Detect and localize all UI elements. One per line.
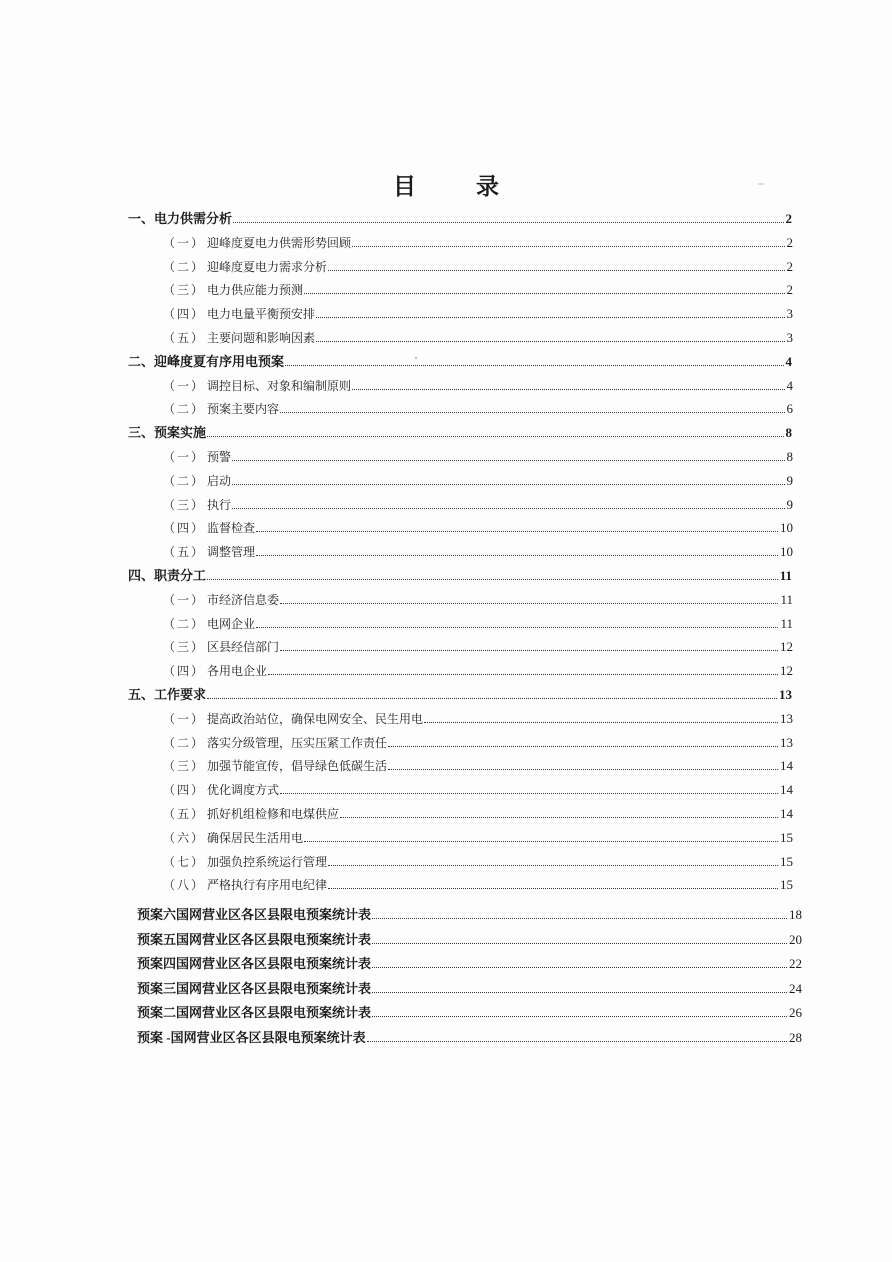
toc-page-number: 6 [786,401,793,417]
toc-dot-leader [328,865,778,866]
toc-entry-number: （一） [163,378,206,393]
toc-entry-label: 三、预案实施 [128,426,207,442]
toc-entry-number: （八） [163,878,206,893]
toc-entry-label [163,876,327,893]
toc-entry-number: （二） [163,735,206,750]
toc-dot-leader [280,650,778,651]
toc-entry-label [163,496,231,513]
toc-dot-leader [328,270,784,271]
toc-section[interactable] [128,683,792,703]
toc-dot-leader [268,674,778,675]
toc-dot-leader [328,888,778,889]
toc-entry-label [163,448,231,465]
toc-entry-label [163,305,315,322]
toc-dot-leader [424,722,778,723]
toc-page-number: 10 [780,520,793,536]
toc-entry-number: （一） [163,235,206,250]
scan-speck [758,183,764,185]
toc-entry-number: （四） [163,664,206,679]
toc-appendix[interactable] [137,1026,802,1046]
toc-subsection[interactable] [163,326,793,346]
scan-speck [415,357,417,359]
toc-entry-number: （二） [163,473,206,488]
toc-subsection[interactable] [163,302,793,322]
toc-dot-leader [285,365,783,366]
toc-entry-label: 预案五国网营业区各区县限电预案统计表 [137,931,372,947]
toc-dot-leader [232,484,784,485]
toc-subsection[interactable] [163,659,793,679]
toc-entry-text: 调整管理 [207,545,256,560]
toc-page-number: 2 [786,234,793,250]
toc-page-number: 13 [780,734,793,750]
toc-section[interactable] [128,207,792,227]
toc-entry-text: 市经济信息委 [207,592,280,607]
toc-dot-leader [316,341,784,342]
toc-entry-label [163,543,255,560]
toc-page-number: 8 [786,449,793,464]
toc-page-number: 11 [779,568,792,583]
toc-dot-leader [207,579,778,580]
toc-page-number: 4 [786,377,793,393]
toc-page-number: 2 [786,258,793,274]
toc-dot-leader [372,943,787,944]
toc-entry-text: 监督检查 [207,521,256,536]
toc-dot-leader [372,992,787,993]
toc-entry-label: 预案四国网营业区各区县限电预案统计表 [137,956,372,972]
toc-entry-text: 电力电量平衡预安排 [207,307,316,322]
toc-subsection[interactable] [163,731,793,751]
toc-dot-leader [316,317,784,318]
toc-page-number: 15 [780,877,793,893]
toc-dot-leader [280,603,778,604]
toc-entry-label [163,638,279,655]
toc-entry-number: （五） [163,807,206,821]
toc-appendix[interactable] [137,903,802,923]
toc-page-number: 22 [789,956,802,972]
toc-entry-text: 主要问题和影响因素 [207,331,316,345]
toc-dot-leader [232,460,784,461]
toc-dot-leader [388,746,778,747]
toc-dot-leader [304,841,778,842]
toc-entry-text: 调控目标、对象和编制原则 [207,378,352,393]
toc-entry-text: 电力供应能力预测 [207,283,304,298]
toc-entry-number: （四） [163,783,206,798]
toc-dot-leader [233,222,783,223]
toc-dot-leader [352,246,784,247]
toc-page-number: 11 [780,615,793,631]
toc-entry-label [163,329,315,346]
toc-page-number: 18 [789,907,802,922]
toc-entry-text: 提高政治站位，确保电网安全、民生用电 [207,711,424,726]
toc-section[interactable] [128,421,792,441]
toc-entry-label [163,662,267,679]
toc-section[interactable] [128,564,792,584]
toc-entry-text: 区县经信部门 [207,640,280,655]
toc-dot-leader [280,793,778,794]
toc-page-number: 12 [780,663,793,679]
toc-entry-text: 启动 [207,473,232,488]
toc-page-number: 15 [780,853,793,869]
toc-subsection[interactable] [163,588,793,608]
toc-dot-leader [372,1016,787,1017]
toc-entry-number: （一） [163,450,206,464]
toc-subsection[interactable] [163,754,793,774]
toc-entry-text: 确保居民生活用电 [207,830,304,845]
toc-page-number: 2 [786,282,793,298]
toc-page-number: 26 [789,1005,802,1021]
toc-section[interactable] [128,350,792,370]
toc-entry-label: 预案六国网营业区各区县限电预案统计表 [137,907,372,922]
toc-entry-text: 加强节能宣传，倡导绿色低碳生活 [207,759,388,774]
toc-page-number: 14 [780,782,793,798]
toc-entry-label: 预案三国网营业区各区县限电预案统计表 [137,980,372,996]
toc-entry-label [163,781,279,798]
toc-entry-number: （一） [163,711,206,726]
toc-dot-leader [388,769,778,770]
toc-page-number: 20 [789,931,802,947]
toc-appendix[interactable] [137,977,802,997]
toc-page-number: 9 [786,472,793,488]
toc-entry-label: 五、工作要求 [128,688,207,703]
toc-entry-number: （三） [163,283,206,298]
toc-page-number: 15 [780,829,793,845]
toc-subsection[interactable] [163,540,793,560]
toc-entry-label [163,281,303,298]
toc-entry-text: 迎峰度夏电力供需形势回顾 [207,235,352,250]
toc-subsection[interactable] [163,445,793,465]
toc-entry-number: （三） [163,640,206,655]
toc-appendix[interactable] [137,928,802,948]
toc-page-number: 8 [785,425,792,441]
toc-page-number: 14 [780,758,793,774]
toc-entry-label [163,519,255,536]
toc-page-number: 3 [786,306,793,322]
toc-entry-label: 预案 -国网营业区各区县限电预案统计表 [137,1030,366,1045]
toc-entry-label [163,400,279,417]
toc-subsection[interactable] [163,612,793,632]
toc-entry-text: 严格执行有序用电纪律 [207,878,328,893]
toc-dot-leader [372,918,787,919]
toc-entry-number: （二） [163,616,206,631]
toc-entry-text: 执行 [207,497,232,512]
toc-page-number: 13 [780,710,793,726]
toc-entry-label: 一、电力供需分析 [128,212,233,227]
toc-entry-label [163,757,387,774]
toc-page-number: 3 [786,330,793,345]
toc-dot-leader [256,627,778,628]
toc-appendix[interactable] [137,1001,802,1021]
toc-subsection[interactable] [163,516,793,536]
toc-entry-number: （二） [163,259,206,274]
toc-entry-number: （六） [163,830,206,845]
toc-entry-label [163,734,387,751]
toc-subsection[interactable] [163,802,793,822]
toc-page-number: 2 [785,211,792,226]
toc-entry-text: 落实分级管理，压实压紧工作责任 [207,735,388,750]
toc-entry-number: （五） [163,545,206,560]
toc-entry-number: （三） [163,497,206,512]
toc-entry-text: 加强负控系统运行管理 [207,854,328,869]
toc-page-number: 12 [780,639,793,655]
toc-entry-label: 四、职责分工 [128,569,207,584]
toc-dot-leader [256,531,778,532]
toc-entry-text: 优化调度方式 [207,783,280,798]
toc-page-number: 10 [780,544,793,560]
toc-page-number: 9 [786,496,793,512]
toc-subsection[interactable] [163,493,793,513]
toc-entry-text: 电网企业 [207,616,256,631]
toc-subsection[interactable] [163,278,793,298]
toc-page-number: 14 [780,806,793,821]
toc-dot-leader [372,967,787,968]
toc-entry-label [163,805,339,822]
toc-entry-label [163,591,279,608]
toc-dot-leader [340,817,778,818]
toc-entry-text: 各用电企业 [207,664,268,679]
toc-entry-text: 预警 [207,450,232,464]
toc-entry-number: （七） [163,854,206,869]
toc-entry-text: 迎峰度夏电力需求分析 [207,259,328,274]
toc-appendix[interactable] [137,952,802,972]
toc-page-number: 11 [780,591,793,607]
toc-entry-label [163,234,351,251]
toc-dot-leader [207,436,783,437]
toc-entry-label [163,829,303,846]
toc-dot-leader [304,293,784,294]
toc-subsection[interactable] [163,635,793,655]
toc-page-number: 24 [789,980,802,996]
toc-entry-number: （五） [163,331,206,345]
toc-subsection[interactable] [163,707,793,727]
toc-page-number: 13 [779,687,792,702]
toc-entry-text: 抓好机组检修和电煤供应 [207,807,340,821]
toc-entry-number: （四） [163,521,206,536]
toc-subsection[interactable] [163,231,793,251]
toc-dot-leader [207,698,777,699]
page-title: 目 录 [392,174,525,200]
toc-dot-leader [232,508,784,509]
toc-subsection[interactable] [163,850,793,870]
toc-dot-leader [256,555,778,556]
toc-subsection[interactable] [163,826,793,846]
toc-entry-number: （三） [163,759,206,774]
toc-entry-number: （四） [163,307,206,322]
toc-dot-leader [367,1041,787,1042]
toc-entry-label [163,377,351,394]
toc-dot-leader [352,389,784,390]
toc-page-number: 28 [789,1030,802,1045]
toc-entry-label [163,472,231,489]
toc-dot-leader [280,412,784,413]
toc-entry-number: （二） [163,402,206,417]
toc-entry-label [163,258,327,275]
toc-entry-number: （一） [163,592,206,607]
toc-page-number: 4 [785,353,792,369]
toc-entry-label [163,615,255,632]
toc-subsection[interactable] [163,255,793,275]
toc-subsection[interactable] [163,778,793,798]
toc-entry-label: 预案二国网营业区各区县限电预案统计表 [137,1005,372,1021]
toc-entry-label [163,710,423,727]
toc-subsection[interactable] [163,397,793,417]
toc-entry-label [163,853,327,870]
toc-entry-label: 二、迎峰度夏有序用电预案 [128,354,285,370]
toc-subsection[interactable] [163,374,793,394]
toc-subsection[interactable] [163,469,793,489]
toc-subsection[interactable] [163,873,793,893]
toc-entry-text: 预案主要内容 [207,402,280,417]
